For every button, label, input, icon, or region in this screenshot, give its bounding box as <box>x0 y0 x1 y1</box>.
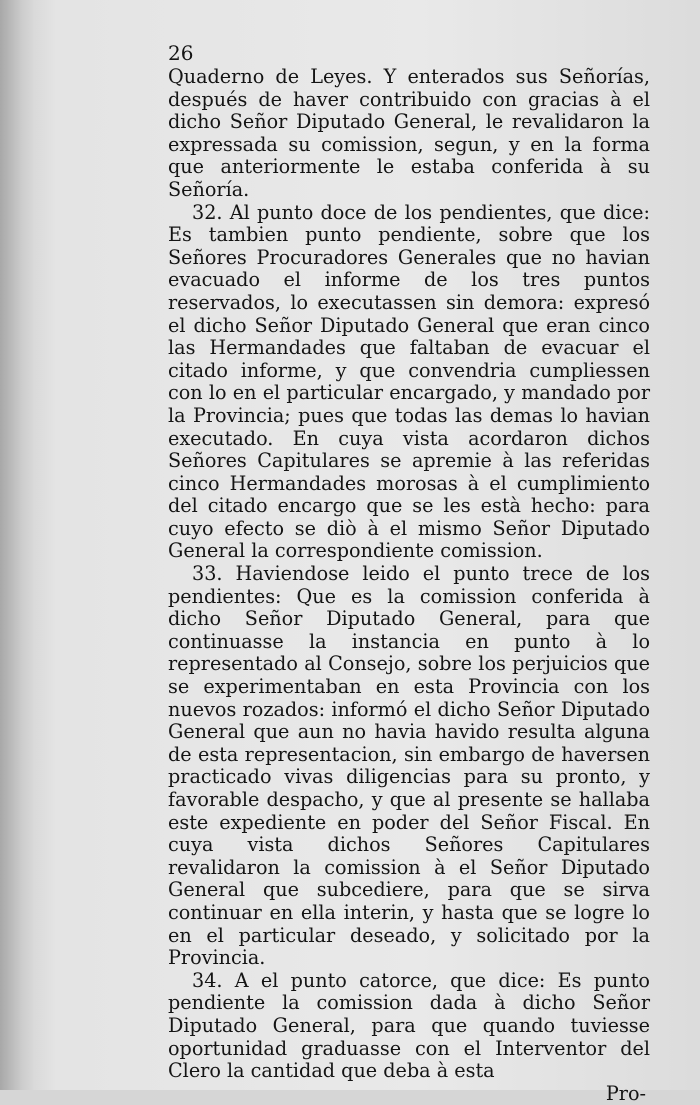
catchword: Pro- <box>605 1081 646 1105</box>
page-number: 26 <box>168 41 194 65</box>
paragraph-continuation: Quaderno de Leyes. Y enterados sus Señorías, después de haver contribuido con gracias à el dicho Señor Diputado General, le revalidaron la expressada su comission, segun, y en la forma que anteriormente le estaba conferida à su Señoría. <box>168 65 650 201</box>
paragraph-32: 32. Al punto doce de los pendientes, que dice: Es tambien punto pendiente, sobre que los Señores Procuradores Generales que no havian evacuado el informe de los tres puntos reservados, lo executassen sin demora: expresó el dicho Señor Diputado General que eran cinco las Hermandades que faltaban de evacuar el citado informe, y que convendria cumpliessen con lo en el particular encargado, y mandado por la Provincia; pues que todas las demas lo havian executado. En cuya vista acordaron dichos Señores Capitulares se apremie à las referidas cinco Hermandades morosas à el cumplimiento del citado encargo que se les està hecho: para cuyo efecto se diò à el mismo Señor Diputado General la correspondiente comission. <box>168 200 650 563</box>
paragraph-33: 33. Haviendose leido el punto trece de los pendientes: Que es la comission conferida à dicho Señor Diputado General, para que continuasse la instancia en punto à lo representado al Consejo, sobre los perjuicios que se experimentaban en esta Provincia con los nuevos rozados: informó el dicho Señor Diputado General que aun no havia havido resulta alguna de esta representacion, sin embargo de haversen practicado vivas diligencias para su pronto, y favorable despacho, y que al presente se hallaba este expediente en poder del Señor Fiscal. En cuya vista dichos Señores Capitulares revalidaron la comission à el Señor Diputado General que subcediere, para que se sirva continuar en ella interin, y hasta que se logre lo en el particular deseado, y solicitado por la Provincia. <box>168 562 650 970</box>
page-left-shadow <box>0 0 34 1090</box>
paragraph-34: 34. A el punto catorce, que dice: Es punto pendiente la comission dada à dicho Señor Diputado General, para que quando tuviesse oportunidad graduasse con el Interventor del Clero la cantidad que deba à esta <box>168 968 650 1083</box>
text-block <box>168 40 650 1105</box>
